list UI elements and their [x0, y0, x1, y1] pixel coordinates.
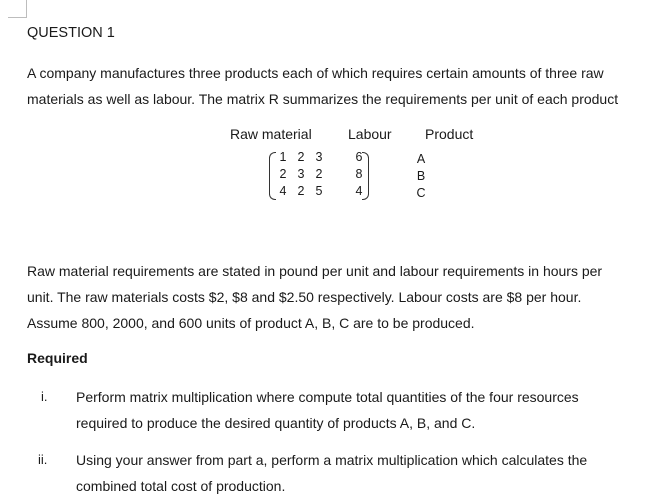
- matrix-cell: 6: [355, 150, 363, 164]
- matrix-cell: 5: [315, 184, 323, 198]
- required-heading: Required: [27, 350, 88, 366]
- details-line-1: Raw material requirements are stated in pound per unit and labour requirements in hours per: [27, 263, 603, 279]
- matrix-cell: 2: [315, 167, 323, 181]
- product-labels: [414, 151, 428, 202]
- matrix-cell: 3: [297, 167, 305, 181]
- matrix-cell: 4: [355, 184, 363, 198]
- matrix-cell: 4: [279, 184, 287, 198]
- item-number: ii.: [38, 452, 48, 467]
- intro-line-1: A company manufactures three products each of which requires certain amounts of three raw: [27, 65, 604, 81]
- header-raw-material: Raw material: [230, 126, 312, 142]
- item-line: Using your answer from part a, perform a matrix multiplication which calculates the: [76, 452, 588, 468]
- matrix-left-bracket: [269, 152, 276, 200]
- details-line-2: unit. The raw materials costs $2, $8 and $2.50 respectively. Labour costs are $8 per hour.: [27, 289, 582, 305]
- item-text: [76, 384, 579, 436]
- matrix-cell: 2: [279, 167, 287, 181]
- matrix-cell: 2: [297, 150, 305, 164]
- item-line: combined total cost of production.: [76, 478, 286, 494]
- matrix-cell: 8: [355, 167, 363, 181]
- header-product: Product: [425, 126, 474, 142]
- item-line: required to produce the desired quantity of products A, B, and C.: [76, 415, 476, 431]
- product-label: B: [416, 169, 426, 183]
- details-line-3: Assume 800, 2000, and 600 units of product A, B, C are to be produced.: [27, 315, 475, 331]
- product-label: A: [416, 152, 426, 166]
- details-paragraph: [27, 258, 602, 336]
- requirements-matrix: [269, 150, 369, 202]
- header-labour: Labour: [348, 126, 392, 142]
- intro-line-2: materials as well as labour. The matrix R summarizes the requirements per unit of each product: [27, 91, 619, 107]
- intro-paragraph: [27, 60, 618, 112]
- item-line: Perform matrix multiplication where compute total quantities of the four resources: [76, 389, 579, 405]
- matrix-cell: 1: [279, 150, 287, 164]
- product-label: C: [416, 186, 426, 200]
- item-text: [76, 447, 587, 499]
- matrix-cell: 2: [297, 184, 305, 198]
- matrix-cell: 3: [315, 150, 323, 164]
- item-number: i.: [41, 389, 48, 404]
- page-corner-mark: [8, 0, 27, 18]
- question-title: QUESTION 1: [27, 25, 115, 41]
